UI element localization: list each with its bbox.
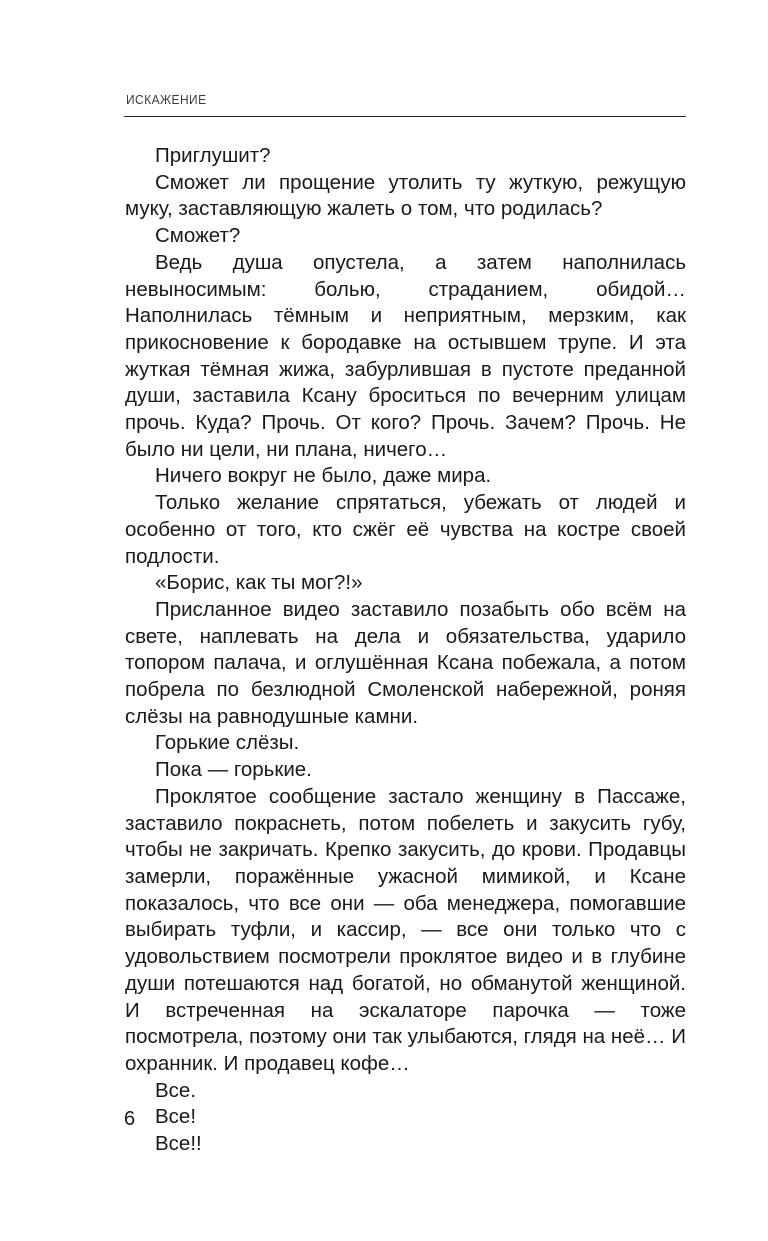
paragraph: Ничего вокруг не было, даже мира. — [155, 464, 492, 488]
paragraph: Только желание спрятаться, убежать от людей и особенно от того, кто сжёг её чувства на костре своей подлости. — [125, 491, 686, 568]
paragraph: Сможет ли прощение утолить ту жуткую, режущую муку, заставляющую жалеть о том, что родилась? — [125, 170, 686, 221]
paragraph: Горькие слёзы. — [155, 731, 300, 755]
header-rule — [124, 116, 686, 117]
paragraph: «Борис, как ты мог?!» — [155, 571, 363, 595]
paragraph: Все!! — [155, 1132, 202, 1156]
paragraph: Присланное видео заставило позабыть обо всём на свете, наплевать на дела и обязательства, ударило топором палача, и оглушённая Ксана побежала, а потом побрела по безлюдной Смоленской набережной, роняя слёзы на равнодушные камни. — [125, 597, 686, 728]
paragraph: Все. — [155, 1078, 197, 1102]
paragraph: Проклятое сообщение застало женщину в Пассаже, заставило покраснеть, потом побелеть и закусить губу, чтобы не закричать. Крепко закусить, до крови. Продавцы замерли, поражённые ужасной мимикой, и Ксане показалось, что все они — оба менеджера, помогавшие выбирать туфли, и кассир, — все они только что с удовольствием посмотрели проклятое видео и в глубине души потешаются над богатой, но обманутой женщиной. И встреченная на эскалаторе парочка — тоже посмотрела, поэтому они так улыбаются, глядя на неё… И охранник. И продавец кофе… — [125, 784, 686, 1075]
body-text — [125, 143, 686, 1158]
paragraph: Сможет? — [155, 224, 241, 248]
paragraph: Все! — [155, 1105, 197, 1129]
paragraph: Пока — горькие. — [155, 758, 312, 782]
page-number: 6 — [124, 1108, 136, 1130]
running-head: ИСКАЖЕНИЕ — [126, 92, 207, 107]
paragraph: Ведь душа опустела, а затем наполнилась невыносимым: болью, страданием, обидой… Наполнилась тёмным и неприятным, мерзким, как прикосновение к бородавке на остывшем трупе. И эта жуткая тёмная жижа, забурлившая в пустоте преданной души, заставила Ксану броситься по вечерним улицам прочь. Куда? Прочь. От кого? Прочь. Зачем? Прочь. Не было ни цели, ни плана, ничего… — [125, 250, 686, 461]
paragraph: Приглушит? — [155, 144, 271, 167]
